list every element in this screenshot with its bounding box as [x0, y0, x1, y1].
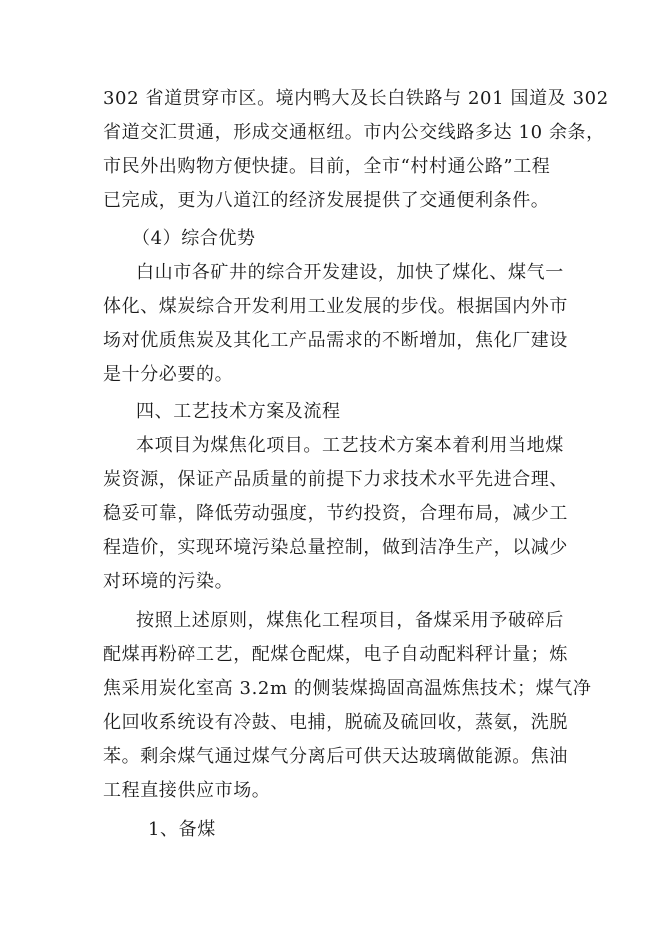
paragraph-line: 场对优质焦炭及其化工产品需求的不断增加，焦化厂建设 [103, 330, 568, 351]
paragraph-line: 省道交汇贯通，形成交通枢纽。市内公交线路多达 10 余条， [103, 122, 605, 143]
paragraph-line: 市民外出购物方便快捷。目前，全市“村村通公路”工程 [103, 156, 551, 177]
paragraph-line: 是十分必要的。 [103, 364, 234, 385]
paragraph-line: 按照上述原则，煤焦化工程项目，备煤采用予破碎后 [136, 610, 564, 631]
paragraph-line: 配煤再粉碎工艺，配煤仓配煤，电子自动配料秤计量；炼 [103, 644, 568, 665]
section-heading: 1、备煤 [148, 819, 216, 840]
paragraph-line: 体化、煤炭综合开发利用工业发展的步伐。根据国内外市 [103, 296, 568, 317]
paragraph-line: 白山市各矿井的综合开发建设，加快了煤化、煤气一 [136, 262, 564, 283]
paragraph-line: 工程直接供应市场。 [103, 780, 271, 801]
paragraph-line: 苯。剩余煤气通过煤气分离后可供天达玻璃做能源。焦油 [103, 746, 568, 767]
paragraph-line: 本项目为煤焦化项目。工艺技术方案本着利用当地煤 [136, 435, 564, 456]
paragraph-line: 对环境的污染。 [103, 571, 234, 592]
paragraph-line: 程造价，实现环境污染总量控制，做到洁净生产，以减少 [103, 537, 568, 558]
paragraph-line: 炭资源，保证产品质量的前提下力求技术水平先进合理、 [103, 469, 568, 490]
paragraph-line: 302 省道贯穿市区。境内鸭大及长白铁路与 201 国道及 302 [103, 88, 609, 109]
paragraph-line: 化回收系统设有冷鼓、电捕，脱硫及硫回收，蒸氨，洗脱 [103, 712, 568, 733]
paragraph-line: 稳妥可靠，降低劳动强度，节约投资，合理布局，减少工 [103, 503, 568, 524]
paragraph-line: 焦采用炭化室高 3.2m 的侧装煤捣固高温炼焦技术；煤气净 [103, 678, 592, 699]
section-heading: 四、工艺技术方案及流程 [136, 401, 341, 422]
paragraph-line: 已完成，更为八道江的经济发展提供了交通便利条件。 [103, 190, 550, 211]
section-heading: （4）综合优势 [132, 228, 256, 249]
